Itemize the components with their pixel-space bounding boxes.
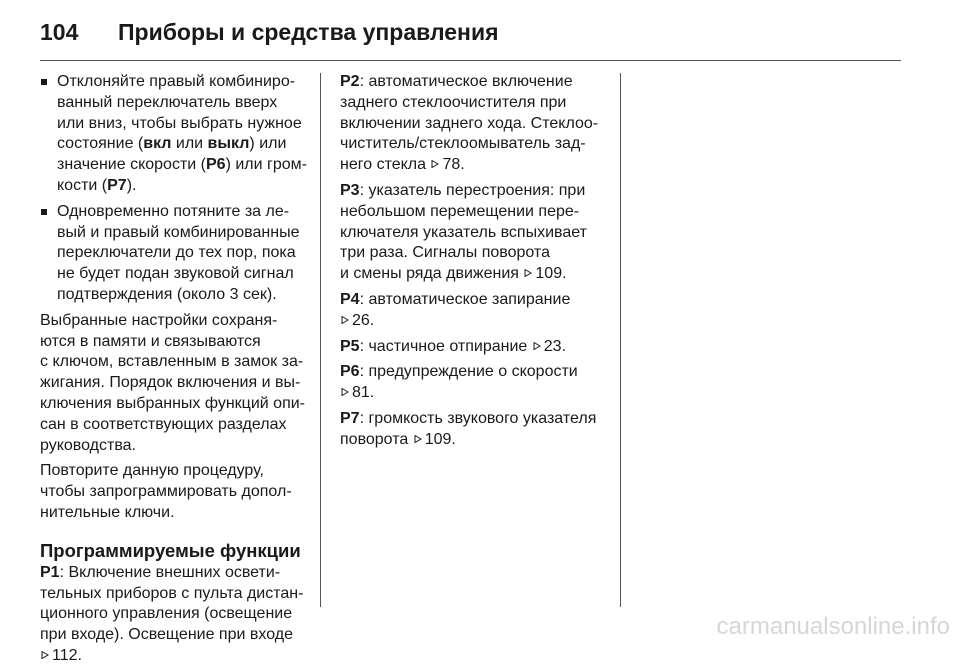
column-left: [40, 72, 312, 672]
function-p5: P5: частичное отпирание 23.: [340, 337, 567, 355]
function-code: P4: [340, 290, 360, 308]
bullet-square-icon: [41, 79, 47, 85]
column-divider-left: [320, 73, 321, 607]
page-reference-arrow-icon: [524, 269, 532, 277]
page-title: Приборы и средства управления: [118, 19, 499, 45]
page-number: 104: [40, 19, 79, 45]
page-reference-arrow-icon: [414, 435, 422, 443]
page-reference-arrow-icon: [431, 160, 439, 168]
page-reference-arrow-icon: [341, 388, 349, 396]
state-on-label: вкл: [143, 135, 172, 153]
page-reference: 81.: [352, 384, 375, 402]
bullet-square-icon: [41, 209, 47, 215]
header-rule: [40, 60, 901, 61]
function-code: P6: [340, 363, 360, 381]
state-off-label: выкл: [207, 135, 250, 153]
column-divider-right: [620, 73, 621, 607]
function-p7: P7: громкость звукового указателя поворота 109.: [340, 409, 597, 448]
page-reference: 112.: [52, 646, 82, 664]
watermark: carmanualsonline.info: [716, 613, 950, 640]
function-p1: P1: Включение внешних освети- тельных приборов с пульта дистан- ционного управления (освещение при входе). Освещение при входе 112.: [40, 563, 304, 664]
function-p2: P2: автоматическое включение заднего стеклоочистителя при включении заднего хода. Стеклоо- чиститель/стеклоомыватель зад- него стекла 78.: [340, 73, 599, 174]
function-code: P7: [340, 409, 360, 427]
function-p3: P3: указатель перестроения: при небольшом перемещении пере- ключателя указатель вспыхивает три раза. Сигналы поворота и смены ряда движения 109.: [340, 181, 587, 283]
paragraph-saved-settings: Выбранные настройки сохраня- ются в памяти и связываются с ключом, вставленным в замок за- жигания. Порядок включения и вы- ключения выбранных функций опи- сан в соответствующих разделах руководства.: [40, 311, 305, 454]
function-code: P3: [340, 181, 360, 199]
function-p6: P6: предупреждение о скорости 81.: [340, 363, 578, 402]
page-reference: 26.: [352, 311, 375, 329]
page-reference: 23.: [543, 337, 567, 355]
page-header: [40, 12, 900, 52]
page-reference-arrow-icon: [41, 651, 49, 659]
function-code: P1: [40, 563, 60, 581]
instruction-list: [40, 72, 312, 306]
paragraph-repeat-procedure: Повторите данную процедуру, чтобы запрограммировать допол- нительные ключи.: [40, 462, 292, 521]
instruction-item-1: Отклоняйте правый комбиниро- ванный переключатель вверх или вниз, чтобы выбрать нужное состояние (вкл или выкл) или значение скорости (P6) или гром- кости (P7).: [40, 72, 312, 197]
function-code: P2: [340, 73, 360, 90]
page-reference: 78.: [442, 156, 465, 174]
instruction-item-2: Одновременно потяните за ле- вый и правый комбинированные переключатели до тех пор, пока не будет подан звуковой сигнал подтверждения (около 3 сек).: [40, 202, 312, 306]
page-reference: 109.: [535, 265, 567, 283]
section-heading: Программируемые функции: [40, 539, 301, 561]
function-p4: P4: автоматическое запирание 26.: [340, 290, 571, 329]
page-reference: 109.: [424, 430, 456, 448]
page-reference-arrow-icon: [341, 316, 349, 324]
column-middle: [340, 72, 612, 456]
page-reference-arrow-icon: [533, 342, 541, 350]
function-code: P5: [340, 337, 360, 355]
